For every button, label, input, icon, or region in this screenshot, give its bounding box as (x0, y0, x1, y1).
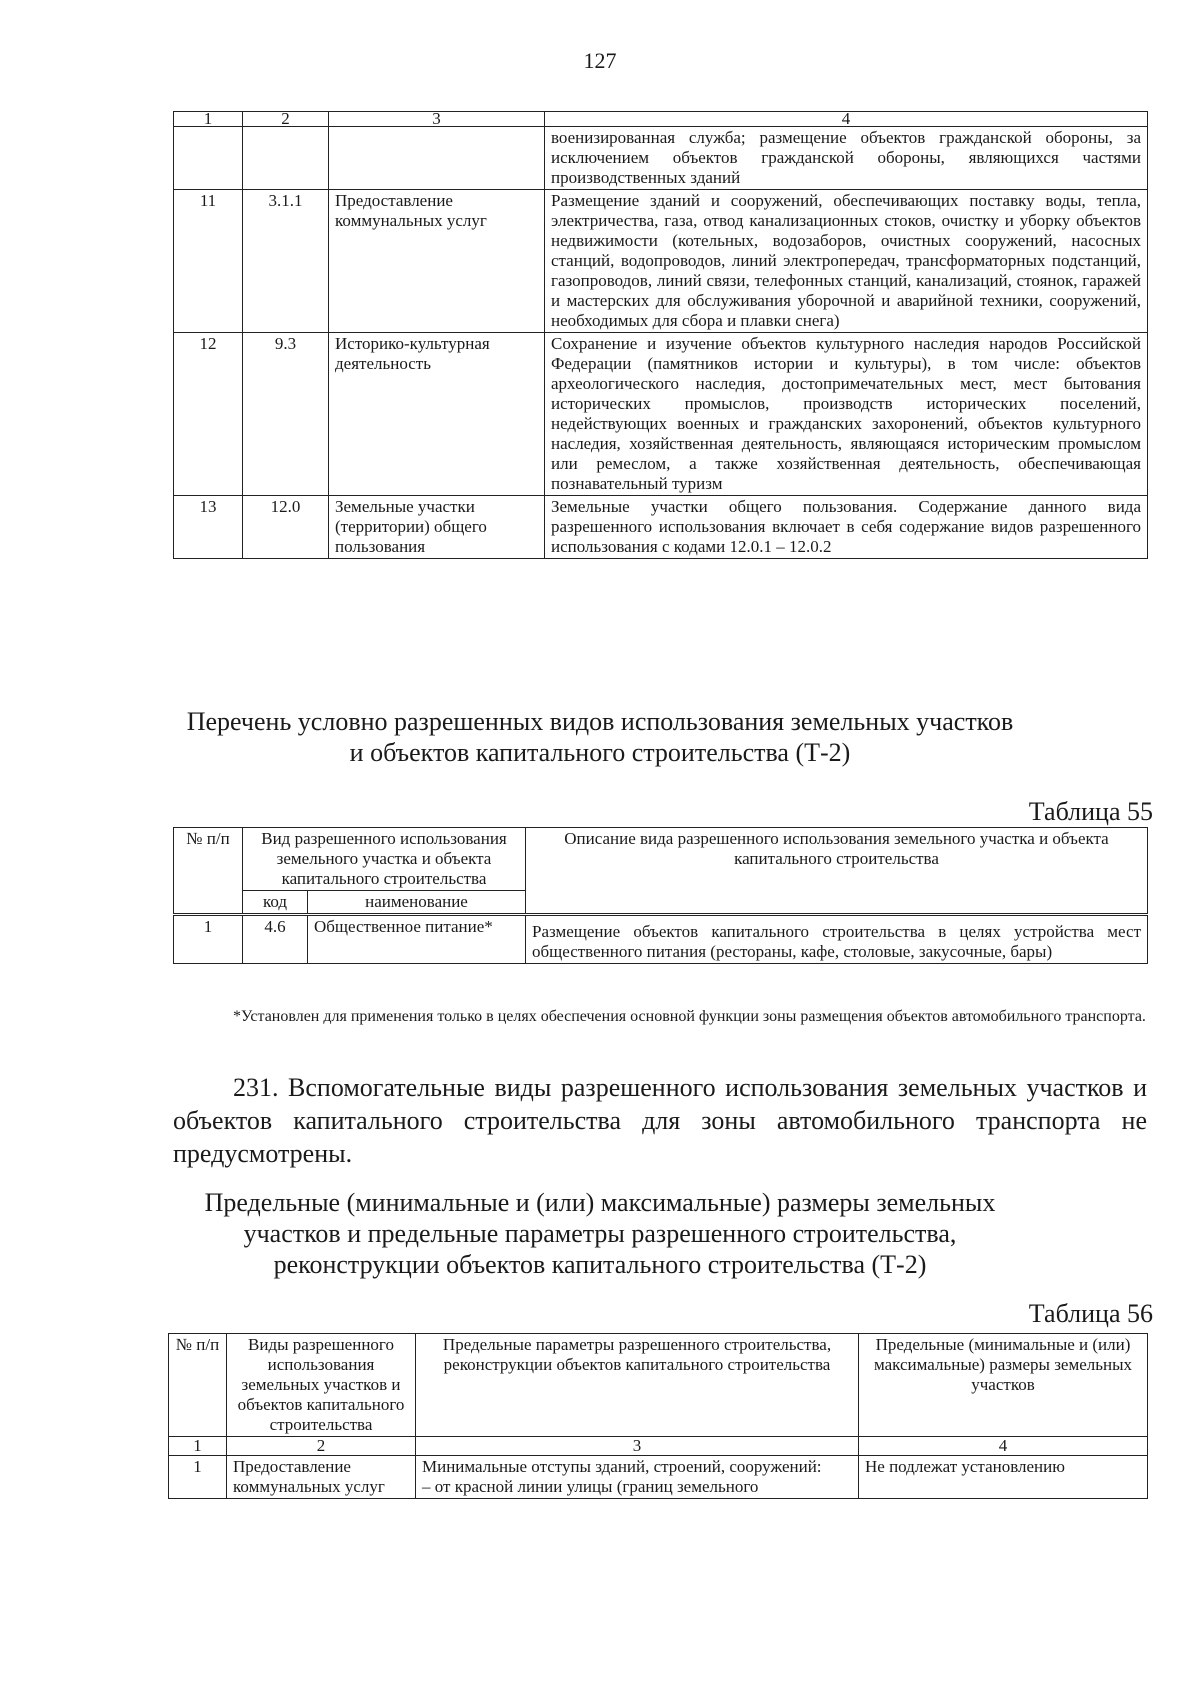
use-code: 4.6 (243, 915, 308, 964)
paragraph-231: 231. Вспомогательные виды разрешенного использования земельных участков и объектов капитального строительства для зоны автомобильного транспорта не предусмотрены. (173, 1073, 1147, 1168)
table-row (174, 333, 1148, 496)
use-name: Предоставление коммунальных услуг (227, 1456, 416, 1499)
use-name: Земельные участки (территории) общего пользования (329, 496, 545, 559)
header-name: наименование (308, 891, 526, 915)
header-code: код (243, 891, 308, 915)
column-number: 1 (169, 1437, 227, 1456)
use-name: Историко-культурная деятельность (329, 333, 545, 496)
column-number: 2 (227, 1437, 416, 1456)
row-number: 13 (174, 496, 243, 559)
column-number: 2 (243, 112, 329, 127)
page-number: 127 (583, 48, 617, 73)
heading-line: Предельные (минимальные и (или) максимальные) размеры земельных (204, 1188, 996, 1217)
header-row-number: № п/п (174, 828, 243, 915)
table-row (169, 1456, 1148, 1499)
header-limit-params: Предельные параметры разрешенного строительства, реконструкции объектов капитального строительства (416, 1334, 859, 1437)
row-number (174, 127, 243, 190)
use-name: Общественное питание* (308, 915, 526, 964)
use-description: Сохранение и изучение объектов культурного наследия народов Российской Федерации (памятников истории и культуры), в том числе: объектов археологического наследия, достопримечательных мест, мест бытования исторических промыслов, производств исторических поселений, недействующих военных и гражданских захоронений, объектов культурного наследия, хозяйственная деятельность, являющаяся историческим промыслом или ремеслом, а также хозяйственная деятельность, обеспечивающая познавательный туризм (545, 333, 1148, 496)
column-number: 4 (545, 112, 1148, 127)
use-code: 12.0 (243, 496, 329, 559)
table-56-caption: Таблица 56 (1028, 1299, 1153, 1328)
table-row (174, 496, 1148, 559)
permitted-uses-table-continued (173, 111, 1148, 559)
header-row-number: № п/п (169, 1334, 227, 1437)
conditional-uses-heading (0, 706, 1200, 768)
column-number-row (174, 112, 1148, 127)
header-use-description: Описание вида разрешенного использования земельного участка и объекта капитального строительства (526, 828, 1148, 915)
column-number: 3 (416, 1437, 859, 1456)
header-row (174, 828, 1148, 891)
table-row (174, 190, 1148, 333)
header-use-type: Вид разрешенного использования земельного участка и объекта капитального строительства (243, 828, 526, 891)
plot-sizes: Не подлежат установлению (859, 1456, 1148, 1499)
row-number: 12 (174, 333, 243, 496)
limit-params (416, 1456, 859, 1499)
use-description: военизированная служба; размещение объектов гражданской обороны, за исключением объектов гражданской обороны, являющихся частями производственных зданий (545, 127, 1148, 190)
params-line: Минимальные отступы зданий, строений, сооружений: (422, 1457, 822, 1476)
column-number: 1 (174, 112, 243, 127)
heading-line: и объектов капитального строительства (Т-2) (349, 738, 851, 767)
use-description: Земельные участки общего пользования. Содержание данного вида разрешенного использования включает в себя содержание видов разрешенного использования с кодами 12.0.1 – 12.0.2 (545, 496, 1148, 559)
use-name: Предоставление коммунальных услуг (329, 190, 545, 333)
limit-parameters-table (168, 1333, 1148, 1499)
header-use-types: Виды разрешенного использования земельных участков и объектов капитального строительства (227, 1334, 416, 1437)
heading-line: реконструкции объектов капитального строительства (Т-2) (273, 1250, 927, 1279)
use-code: 3.1.1 (243, 190, 329, 333)
row-number: 11 (174, 190, 243, 333)
use-name (329, 127, 545, 190)
table-row (174, 127, 1148, 190)
use-description: Размещение зданий и сооружений, обеспечивающих поставку воды, тепла, электричества, газа, отвод канализационных стоков, очистку и уборку объектов недвижимости (котельных, водозаборов, очистных сооружений, насосных станций, водопроводов, линий электропередач, трансформаторных подстанций, газопроводов, линий связи, телефонных станций, канализаций, стоянок, гаражей и мастерских для обслуживания уборочной и аварийной техники, сооружений, необходимых для сбора и плавки снега) (545, 190, 1148, 333)
heading-line: участков и предельные параметры разрешенного строительства, (243, 1219, 957, 1248)
row-number: 1 (174, 915, 243, 964)
use-description: Размещение объектов капитального строительства в целях устройства мест общественного питания (рестораны, кафе, столовые, закусочные, бары) (526, 915, 1148, 964)
row-number: 1 (169, 1456, 227, 1499)
conditional-uses-table (173, 827, 1148, 964)
limit-parameters-heading (0, 1187, 1200, 1280)
column-number: 3 (329, 112, 545, 127)
column-number: 4 (859, 1437, 1148, 1456)
header-plot-sizes: Предельные (минимальные и (или) максимальные) размеры земельных участков (859, 1334, 1148, 1437)
header-row (169, 1334, 1148, 1437)
footnote: *Установлен для применения только в целях обеспечения основной функции зоны размещения объектов автомобильного транспорта. (233, 1008, 1146, 1025)
heading-line: Перечень условно разрешенных видов использования земельных участков (186, 707, 1014, 736)
column-number-row (169, 1437, 1148, 1456)
table-55-caption: Таблица 55 (1028, 797, 1153, 826)
use-code (243, 127, 329, 190)
table-row (174, 915, 1148, 964)
params-line: – от красной линии улицы (границ земельного (422, 1477, 759, 1496)
use-code: 9.3 (243, 333, 329, 496)
